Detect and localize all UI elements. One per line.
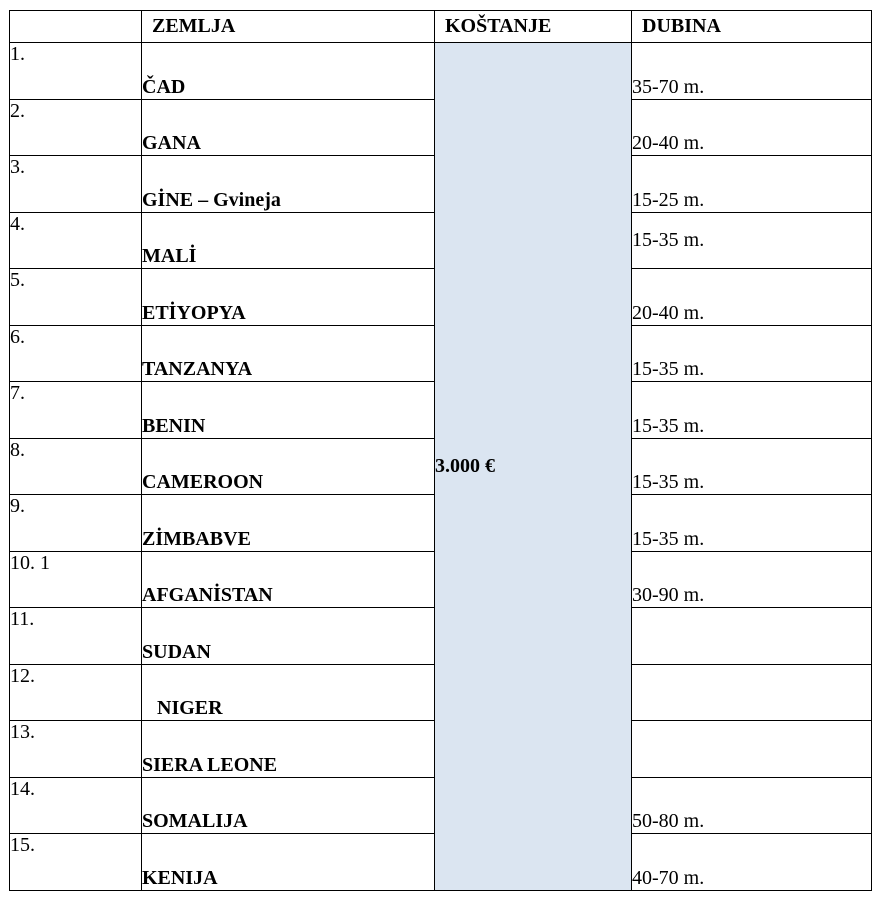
row-country: CAMEROON [142, 438, 435, 495]
row-number: 9. [10, 495, 142, 552]
row-depth: 50-80 m. [632, 777, 872, 834]
row-number: 2. [10, 99, 142, 156]
row-number: 11. [10, 608, 142, 665]
row-depth: 30-90 m. [632, 551, 872, 608]
row-number: 7. [10, 382, 142, 439]
row-number: 4. [10, 212, 142, 269]
row-country: GİNE – Gvineja [142, 156, 435, 213]
header-number [10, 11, 142, 43]
row-depth: 20-40 m. [632, 99, 872, 156]
row-depth: 15-25 m. [632, 156, 872, 213]
row-country: MALİ [142, 212, 435, 269]
header-depth: DUBINA [632, 11, 872, 43]
row-depth [632, 608, 872, 665]
row-number: 10. 1 [10, 551, 142, 608]
row-number: 3. [10, 156, 142, 213]
row-number: 1. [10, 43, 142, 100]
table-header-row [10, 11, 872, 43]
row-country: KENIJA [142, 834, 435, 891]
table-row [10, 43, 872, 100]
row-country: NIGER [142, 664, 435, 721]
row-number: 13. [10, 721, 142, 778]
row-number: 5. [10, 269, 142, 326]
drilling-cost-table [9, 10, 872, 891]
row-country: AFGANİSTAN [142, 551, 435, 608]
row-depth: 15-35 m. [632, 495, 872, 552]
row-depth: 15-35 m. [632, 325, 872, 382]
row-country: ČAD [142, 43, 435, 100]
row-number: 14. [10, 777, 142, 834]
row-depth: 40-70 m. [632, 834, 872, 891]
row-country: ETİYOPYA [142, 269, 435, 326]
header-country: ZEMLJA [142, 11, 435, 43]
row-number: 12. [10, 664, 142, 721]
row-country: ZİMBABVE [142, 495, 435, 552]
row-depth: 35-70 m. [632, 43, 872, 100]
row-number: 6. [10, 325, 142, 382]
row-depth [632, 721, 872, 778]
row-country: TANZANYA [142, 325, 435, 382]
row-number: 15. [10, 834, 142, 891]
row-depth: 15-35 m. [632, 438, 872, 495]
row-depth: 15-35 m. [632, 212, 872, 269]
row-number: 8. [10, 438, 142, 495]
row-depth: 20-40 m. [632, 269, 872, 326]
row-country: SOMALIJA [142, 777, 435, 834]
row-country: GANA [142, 99, 435, 156]
row-country: BENIN [142, 382, 435, 439]
header-cost: KOŠTANJE [435, 11, 632, 43]
row-country: SUDAN [142, 608, 435, 665]
row-depth [632, 664, 872, 721]
row-country: SIERA LEONE [142, 721, 435, 778]
price-cell: 3.000 € [435, 43, 632, 891]
row-depth: 15-35 m. [632, 382, 872, 439]
